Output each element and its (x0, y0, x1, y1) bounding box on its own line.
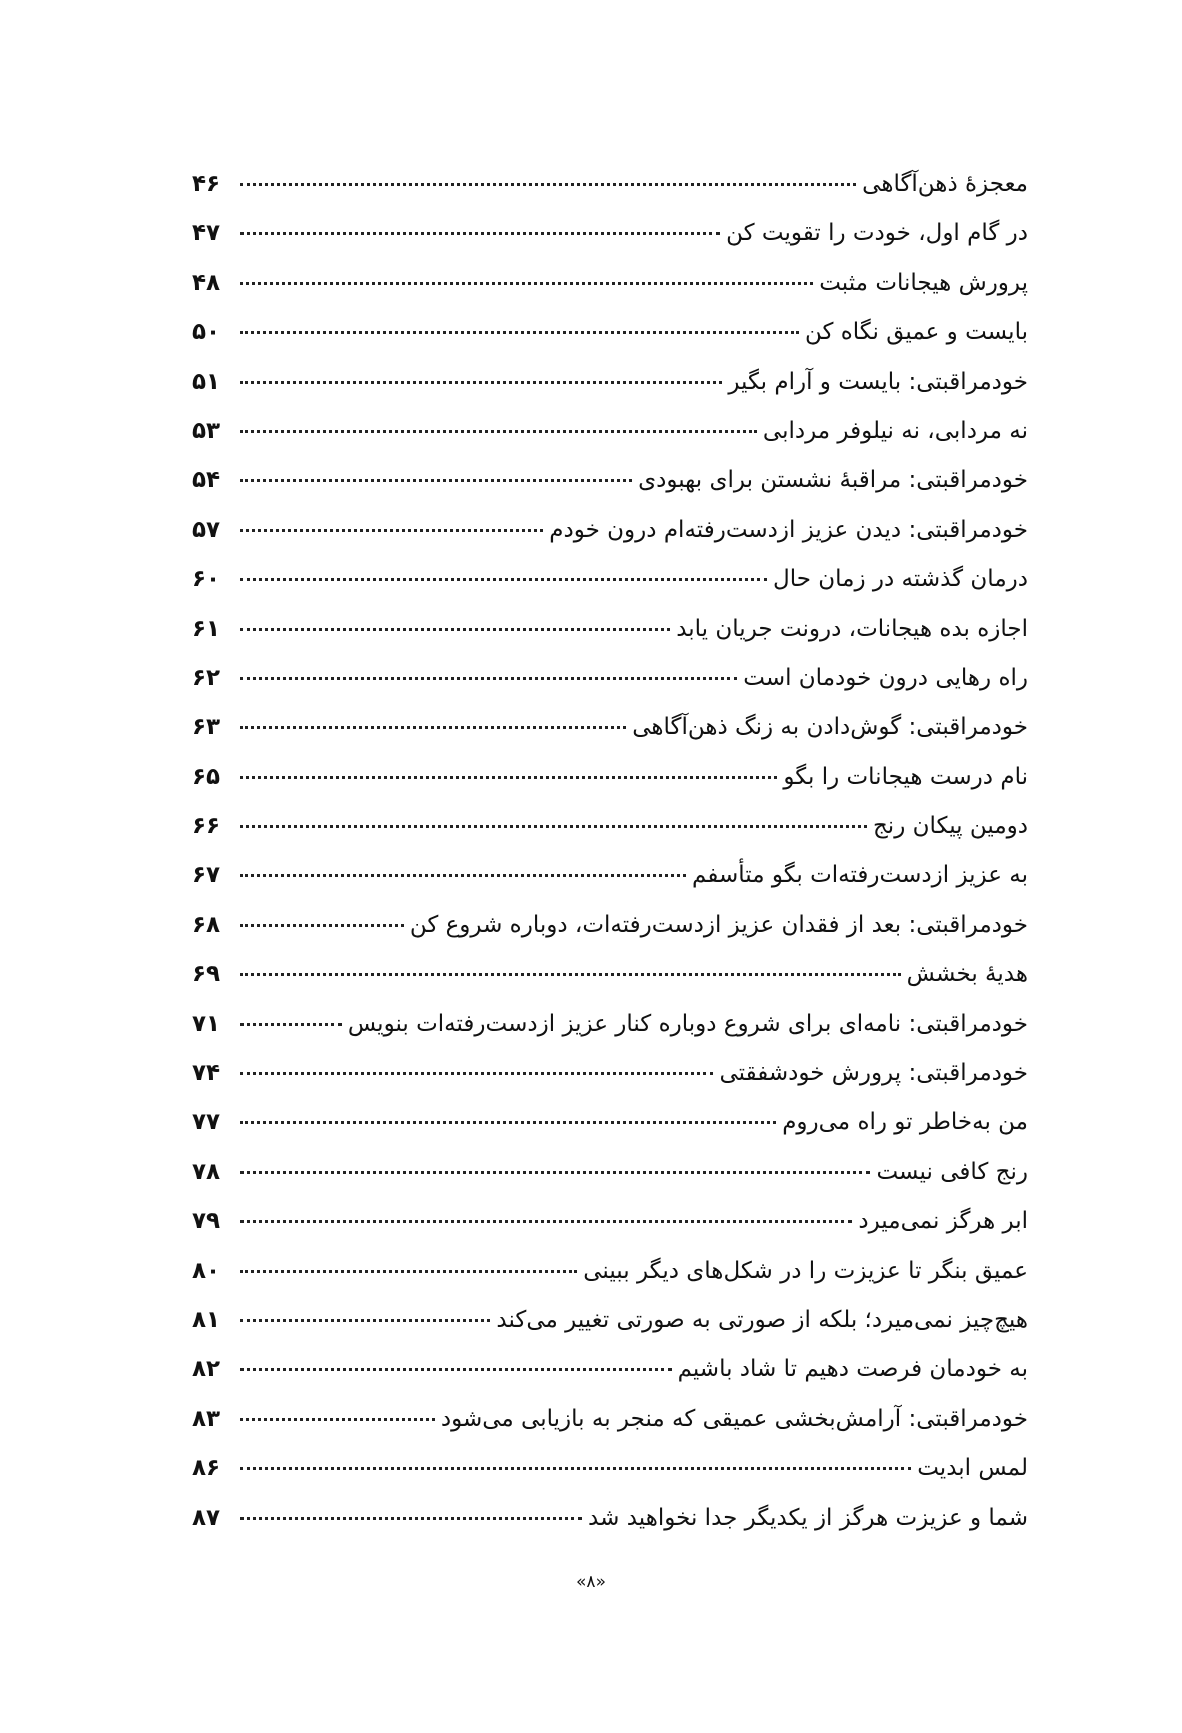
toc-entry-title: عمیق بنگر تا عزیزت را در شکل‌های دیگر ببینی (583, 1257, 1028, 1284)
dot-leader (240, 1072, 713, 1075)
dot-leader (240, 1418, 435, 1421)
toc-entry-page-number: ۸۰ (192, 1257, 221, 1284)
dot-leader (240, 479, 632, 482)
toc-entry-title: ابر هرگز نمی‌میرد (858, 1208, 1028, 1235)
dot-leader (240, 1270, 577, 1273)
toc-entry-page-number: ۶۷ (192, 862, 221, 889)
toc-entry-page-number: ۸۷ (192, 1504, 221, 1531)
toc-entry-title: خودمراقبتی: نامه‌ای برای شروع دوباره کنار عزیز ازدست‌رفته‌ات بنویس (347, 1010, 1028, 1037)
toc-entry (192, 1197, 1028, 1246)
toc-entry (192, 209, 1028, 258)
toc-entry (192, 1444, 1028, 1493)
toc-entry-title: به خودمان فرصت دهیم تا شاد باشیم (677, 1356, 1028, 1383)
toc-entry-title: معجزۀ ذهن‌آگاهی (862, 171, 1028, 197)
toc-entry-page-number: ۷۱ (192, 1010, 221, 1037)
toc-entry-title: لمس ابدیت (917, 1455, 1028, 1482)
dot-leader (240, 578, 767, 581)
toc-entry (192, 605, 1028, 654)
toc-entry-page-number: ۴۷ (192, 220, 221, 247)
toc-entry-title: به عزیز ازدست‌رفته‌ات بگو متأسفم (692, 862, 1028, 889)
toc-entry-page-number: ۴۸ (192, 269, 221, 296)
toc-entry-page-number: ۶۶ (192, 813, 221, 840)
toc-entry (192, 1494, 1028, 1543)
toc-entry (192, 456, 1028, 505)
toc-entry-title: هیچ‌چیز نمی‌میرد؛ بلکه از صورتی به صورتی تغییر می‌کند (496, 1306, 1028, 1333)
dot-leader (240, 726, 626, 729)
toc-entry (192, 950, 1028, 999)
toc-entry (192, 654, 1028, 703)
toc-entry-page-number: ۶۱ (192, 615, 221, 642)
toc-entry-page-number: ۸۱ (192, 1306, 221, 1333)
dot-leader (240, 430, 757, 433)
toc-entry-title: در گام اول، خودت را تقویت کن (726, 220, 1028, 247)
dot-leader (240, 1467, 911, 1470)
table-of-contents (192, 160, 1028, 1543)
toc-entry-page-number: ۵۱ (192, 368, 221, 395)
dot-leader (240, 1171, 870, 1174)
toc-entry (192, 851, 1028, 900)
toc-entry-page-number: ۸۳ (192, 1405, 221, 1432)
toc-entry-title: بایست و عمیق نگاه کن (804, 319, 1028, 346)
toc-entry-page-number: ۷۹ (192, 1208, 221, 1235)
dot-leader (240, 776, 777, 779)
dot-leader (240, 973, 901, 976)
toc-entry-page-number: ۵۴ (192, 467, 221, 494)
toc-entry-page-number: ۶۵ (192, 763, 221, 790)
toc-entry-page-number: ۵۳ (192, 417, 221, 444)
toc-entry-title: نام درست هیجانات را بگو (783, 763, 1028, 790)
dot-leader (240, 1517, 582, 1520)
toc-entry (192, 1049, 1028, 1098)
toc-entry-title: رنج کافی نیست (876, 1158, 1028, 1185)
toc-entry-page-number: ۶۹ (192, 961, 221, 988)
dot-leader (240, 1023, 342, 1026)
toc-entry-title: خودمراقبتی: پرورش خودشفقتی (719, 1060, 1028, 1087)
toc-entry-page-number: ۶۸ (192, 911, 221, 938)
dot-leader (240, 1220, 852, 1223)
dot-leader (240, 331, 799, 334)
toc-entry (192, 753, 1028, 802)
toc-entry-title: خودمراقبتی: بایست و آرام بگیر (728, 368, 1028, 395)
toc-entry-page-number: ۵۰ (192, 319, 221, 346)
dot-leader (240, 1368, 672, 1371)
toc-entry (192, 1395, 1028, 1444)
toc-entry (192, 1098, 1028, 1147)
toc-entry (192, 1247, 1028, 1296)
toc-entry (192, 308, 1028, 357)
toc-entry-page-number: ۶۳ (192, 714, 221, 741)
toc-entry-page-number: ۷۸ (192, 1158, 221, 1185)
toc-entry (192, 901, 1028, 950)
toc-entry-page-number: ۶۲ (192, 664, 221, 691)
dot-leader (240, 183, 856, 186)
toc-entry-page-number: ۴۶ (192, 171, 221, 197)
dot-leader (240, 677, 737, 680)
toc-entry-title: خودمراقبتی: آرامش‌بخشی عمیقی که منجر به بازیابی می‌شود (440, 1405, 1028, 1432)
dot-leader (240, 874, 686, 877)
toc-entry-title: من به‌خاطر تو راه می‌روم (782, 1109, 1028, 1136)
toc-entry (192, 259, 1028, 308)
toc-entry-title: اجازه بده هیجانات، درونت جریان یابد (676, 615, 1028, 642)
toc-entry (192, 407, 1028, 456)
toc-entry (192, 358, 1028, 407)
toc-entry-title: خودمراقبتی: بعد از فقدان عزیز ازدست‌رفته‌ات، دوباره شروع کن (409, 911, 1028, 938)
toc-entry-page-number: ۷۷ (192, 1109, 221, 1136)
dot-leader (240, 232, 720, 235)
toc-entry (192, 802, 1028, 851)
toc-entry (192, 1296, 1028, 1345)
dot-leader (240, 529, 543, 532)
toc-entry-title: پرورش هیجانات مثبت (819, 269, 1028, 296)
page-number: «۸» (576, 1572, 606, 1592)
toc-entry-title: هدیۀ بخشش (906, 961, 1028, 988)
toc-entry-page-number: ۶۰ (192, 566, 221, 593)
toc-entry (192, 1345, 1028, 1394)
dot-leader (240, 628, 670, 631)
toc-entry (192, 1000, 1028, 1049)
toc-entry-title: شما و عزیزت هرگز از یکدیگر جدا نخواهید شد (588, 1504, 1028, 1531)
dot-leader (240, 1319, 490, 1322)
dot-leader (240, 381, 722, 384)
toc-entry (192, 160, 1028, 209)
toc-entry-title: خودمراقبتی: مراقبۀ نشستن برای بهبودی (638, 467, 1028, 494)
toc-entry (192, 703, 1028, 752)
dot-leader (240, 825, 867, 828)
toc-entry-title: خودمراقبتی: دیدن عزیز ازدست‌رفته‌ام درون خودم (549, 516, 1028, 543)
dot-leader (240, 282, 813, 285)
toc-entry-title: خودمراقبتی: گوش‌دادن به زنگ ذهن‌آگاهی (632, 714, 1028, 741)
toc-entry (192, 555, 1028, 604)
toc-entry-page-number: ۷۴ (192, 1060, 221, 1087)
toc-entry-title: نه مردابی، نه نیلوفر مردابی (762, 417, 1028, 444)
dot-leader (240, 924, 404, 927)
toc-entry-page-number: ۸۲ (192, 1356, 221, 1383)
toc-entry (192, 506, 1028, 555)
toc-entry (192, 1148, 1028, 1197)
toc-entry-title: درمان گذشته در زمان حال (773, 566, 1028, 593)
toc-entry-title: راه رهایی درون خودمان است (743, 664, 1028, 691)
toc-entry-page-number: ۸۶ (192, 1455, 221, 1482)
toc-entry-page-number: ۵۷ (192, 516, 221, 543)
dot-leader (240, 1121, 776, 1124)
toc-entry-title: دومین پیکان رنج (872, 813, 1028, 840)
